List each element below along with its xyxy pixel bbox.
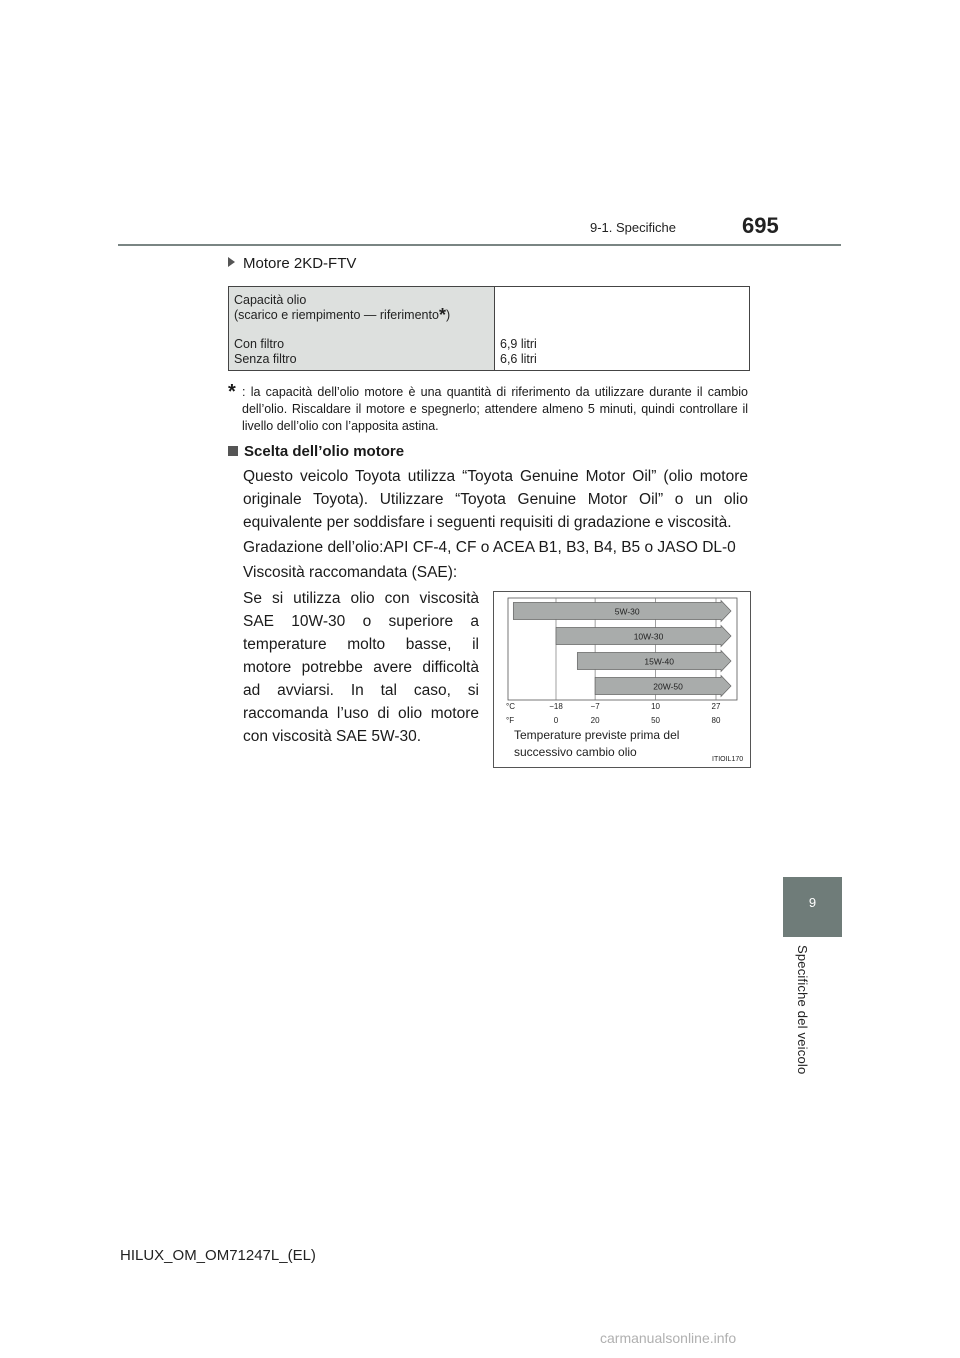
- table-row-labels: [234, 337, 297, 367]
- engine-item-label: Motore 2KD-FTV: [243, 255, 357, 272]
- footnote: [228, 382, 748, 435]
- table-header: [234, 293, 450, 323]
- paragraph-viscosity: Viscosità raccomandata (SAE):: [243, 564, 458, 581]
- header-star: *: [438, 305, 446, 325]
- section-square-icon: [228, 446, 238, 456]
- tick-label-celsius: −7: [590, 702, 600, 711]
- chart-caption-line2: successivo cambio olio: [514, 745, 637, 759]
- tick-label-celsius: 27: [711, 702, 721, 711]
- engine-item: [228, 255, 356, 272]
- oil-capacity-table: [228, 286, 750, 371]
- unit-fahrenheit: °F: [506, 716, 515, 725]
- header-divider: [118, 244, 841, 246]
- header-dash: —: [363, 308, 377, 322]
- header-text-a: (scarico e riempimento: [234, 308, 364, 322]
- with-filter-label: Con filtro: [234, 337, 285, 351]
- viscosity-bar-label: 5W-30: [614, 606, 640, 617]
- bullet-arrow-icon: [228, 257, 235, 267]
- header-text-b: riferimento: [376, 308, 439, 322]
- header-close: ): [445, 308, 451, 322]
- image-code: ITIOIL170: [712, 756, 744, 763]
- without-filter-value: 6,6 litri: [500, 352, 537, 366]
- chapter-number: 9: [808, 895, 817, 910]
- header-section-title: 9-1. Specifiche: [590, 220, 676, 235]
- tick-label-fahrenheit: 50: [651, 716, 661, 725]
- footnote-text: : la capacità dell’olio motore è una quantità di riferimento da utilizzare durante il cambio dell’olio. Riscaldare il motore e spegnerlo; attendere almeno 5 minuti, quindi controllare il livello dell’olio con l’apposita astina.: [242, 385, 748, 433]
- section-title-text: Scelta dell’olio motore: [244, 443, 405, 460]
- viscosity-chart-svg: [494, 592, 750, 767]
- document-code: HILUX_OM_OM71247L_(EL): [120, 1247, 316, 1264]
- unit-celsius: °C: [506, 702, 515, 711]
- tick-label-celsius: 10: [651, 702, 661, 711]
- chapter-label: Specifiche del veicolo: [795, 945, 810, 1075]
- section-title: [228, 443, 404, 460]
- tick-label-celsius: −18: [549, 702, 563, 711]
- footnote-star: *: [228, 381, 236, 403]
- table-header-line1: Capacità olio: [234, 293, 307, 307]
- viscosity-chart: [493, 591, 751, 768]
- paragraph-oil-intro: Questo veicolo Toyota utilizza “Toyota Genuine Motor Oil” (olio motore originale Toyota). Utilizzare “Toyota Genuine Motor Oil” o un olio equivalente per soddisfare i seguenti requisiti di gradazione e viscosità.: [243, 468, 748, 531]
- viscosity-bar-label: 15W-40: [644, 656, 674, 667]
- chart-caption-line1: Temperature previste prima del: [514, 728, 680, 742]
- page-number: 695: [742, 213, 779, 238]
- tick-label-fahrenheit: 0: [553, 716, 559, 725]
- tick-label-fahrenheit: 20: [590, 716, 600, 725]
- viscosity-bar-label: 20W-50: [653, 681, 683, 692]
- paragraph-viscosity-note: Se si utilizza olio con viscosità SAE 10W-30 o superiore a temperature molto basse, il motore potrebbe avere difficoltà ad avviarsi. In tal caso, si raccomanda l’uso di olio motore con viscosità SAE 5W-30.: [243, 590, 479, 745]
- table-row-values: [500, 337, 537, 367]
- viscosity-bar-label: 10W-30: [633, 631, 664, 642]
- watermark: carmanualsonline.info: [600, 1330, 737, 1346]
- paragraph-oil-grade: Gradazione dell’olio:API CF-4, CF o ACEA B1, B3, B4, B5 o JASO DL-0: [243, 539, 736, 556]
- tick-label-fahrenheit: 80: [711, 716, 721, 725]
- table-header-line2: [234, 305, 451, 325]
- without-filter-label: Senza filtro: [234, 352, 297, 366]
- with-filter-value: 6,9 litri: [500, 337, 537, 351]
